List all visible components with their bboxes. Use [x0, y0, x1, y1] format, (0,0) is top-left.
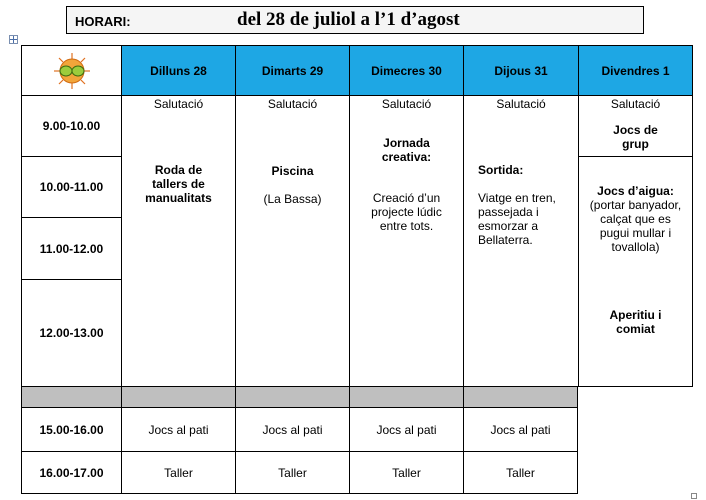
tuesday-afternoon-1: Jocs al pati: [235, 407, 349, 451]
day-header-friday: Divendres 1: [578, 45, 693, 95]
wednesday-greeting: Salutació: [381, 97, 432, 111]
tuesday-activity: Piscina: [271, 164, 314, 178]
thursday-description: Viatge en tren, passejada i esmorzar a Bellaterra.: [478, 191, 556, 247]
monday-afternoon-2: Taller: [121, 451, 235, 494]
time-slot-5: 15.00-16.00: [21, 407, 121, 451]
day-header-monday: Dilluns 28: [121, 45, 235, 95]
friday-morning-bottom: [578, 156, 693, 387]
break-row-wednesday: [349, 386, 463, 407]
tuesday-morning: [235, 95, 349, 386]
friday-activity-3: Aperitiu i comiat: [609, 308, 662, 336]
monday-greeting: Salutació: [153, 97, 204, 111]
schedule-header: [66, 6, 644, 34]
monday-activity: Roda de tallers de manualitats: [145, 163, 212, 205]
thursday-afternoon-2: Taller: [463, 451, 578, 494]
friday-activity-1: Jocs de grup: [613, 123, 658, 151]
table-move-handle-icon[interactable]: [9, 35, 18, 44]
time-slot-4: 12.00-13.00: [21, 279, 121, 386]
monday-morning: [121, 95, 235, 386]
thursday-greeting: Salutació: [496, 97, 546, 111]
break-row-tuesday: [235, 386, 349, 407]
time-slot-2: 10.00-11.00: [21, 156, 121, 217]
wednesday-afternoon-2: Taller: [349, 451, 463, 494]
thursday-activity: Sortida:: [478, 163, 524, 177]
day-header-wednesday: Dimecres 30: [349, 45, 463, 95]
break-row-time: [21, 386, 121, 407]
logo-cell: [21, 45, 121, 95]
time-slot-3: 11.00-12.00: [21, 217, 121, 279]
friday-morning-top: [578, 95, 693, 156]
tuesday-greeting: Salutació: [267, 97, 318, 111]
tuesday-afternoon-2: Taller: [235, 451, 349, 494]
day-header-thursday: Dijous 31: [463, 45, 578, 95]
friday-activity-2: Jocs d’aigua:: [597, 184, 674, 198]
header-title: del 28 de juliol a l’1 d’agost: [237, 9, 460, 30]
wednesday-description: Creació d’un projecte lúdic entre tots.: [371, 191, 442, 233]
time-slot-1: 9.00-10.00: [21, 95, 121, 156]
friday-note-2: (portar banyador, calçat que es pugui mullar i tovallola): [589, 198, 682, 254]
tuesday-place: (La Bassa): [263, 192, 322, 206]
wednesday-afternoon-1: Jocs al pati: [349, 407, 463, 451]
header-label: HORARI:: [75, 14, 131, 29]
wednesday-morning: [349, 95, 463, 386]
break-row-monday: [121, 386, 235, 407]
friday-greeting: Salutació: [610, 97, 661, 111]
day-header-tuesday: Dimarts 29: [235, 45, 349, 95]
sun-logo-icon: [50, 51, 94, 91]
thursday-afternoon-1: Jocs al pati: [463, 407, 578, 451]
wednesday-activity: Jornada creativa:: [381, 136, 432, 164]
break-row-thursday: [463, 386, 578, 407]
time-slot-6: 16.00-17.00: [21, 451, 121, 494]
monday-afternoon-1: Jocs al pati: [121, 407, 235, 451]
table-resize-handle[interactable]: [691, 493, 697, 499]
thursday-morning: [463, 95, 578, 386]
